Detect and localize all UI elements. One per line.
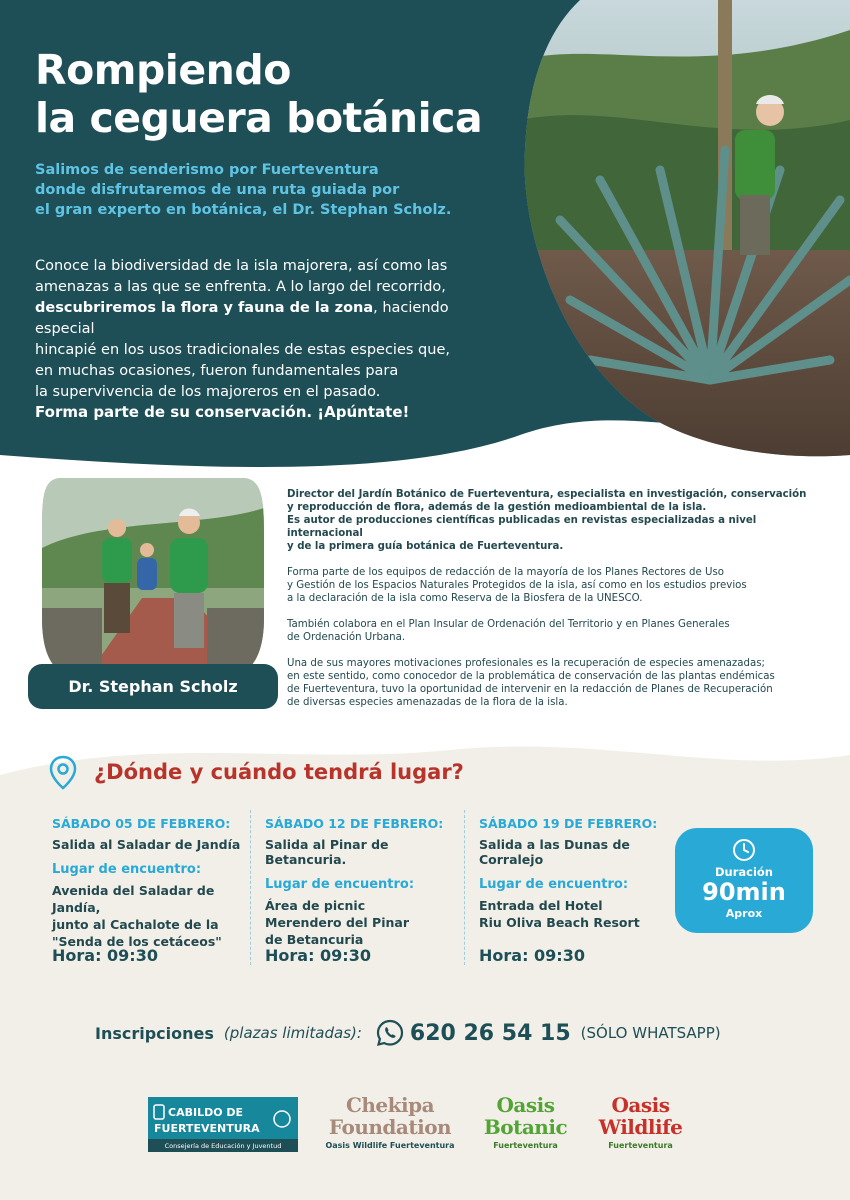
location-pin-icon — [48, 755, 78, 791]
svg-text:FUERTEVENTURA: FUERTEVENTURA — [154, 1122, 260, 1135]
meeting-point-label: Lugar de encuentro: — [265, 877, 415, 892]
event-route: Salida al Pinar de Betancuria. — [265, 837, 389, 867]
column-divider — [250, 810, 251, 965]
event-column — [52, 816, 257, 950]
registration-label: Inscripciones — [95, 1023, 214, 1043]
event-route: Salida al Saladar de Jandía — [52, 837, 241, 852]
registration-line — [95, 1018, 721, 1048]
schedule-title: ¿Dónde y cuándo tendrá lugar? — [94, 760, 464, 784]
chekipa-foundation-logo: Chekipa Foundation Oasis Wildlife Fuerteventura — [325, 1093, 455, 1150]
event-time: Hora: 09:30 — [52, 946, 158, 965]
whatsapp-only-note: (SÓLO WHATSAPP) — [580, 1024, 721, 1042]
clock-icon — [732, 838, 756, 862]
meeting-point: Entrada del Hotel Riu Oliva Beach Resort — [479, 898, 640, 930]
bio-paragraph: Forma parte de los equipos de redacción de la mayoría de los Planes Rectores de Uso y Gestión de los Espacios Naturales Protegidos de la isla, así como en los estudios previos a la declaración de la isla como Reserva de la Biosfera de la UNESCO. — [287, 567, 747, 604]
bio-paragraph: Director del Jardín Botánico de Fuerteventura, especialista en investigación, conservación y reproducción de flora, además de la gestión medioambiental de la isla. Es autor de producciones científicas publicadas en revistas especializadas a nivel internacional y de la primera guía botánica de Fuerteventura. — [287, 489, 807, 552]
guide-name-badge: Dr. Stephan Scholz — [28, 664, 278, 709]
duration-value: 90min — [702, 878, 786, 906]
oasis-botanic-logo: Oasis Botanic Fuerteventura — [483, 1093, 568, 1150]
bio-paragraph: Una de sus mayores motivaciones profesionales es la recuperación de especies amenazadas; en este sentido, como conocedor de la problemática de conservación de las plantas endémicas de Fuerteventura, tuvo la oportunidad de intervenir en la redacción de Planes de Recuperación de diversas especies amenazadas de la flora de la isla. — [287, 658, 775, 708]
event-time: Hora: 09:30 — [265, 946, 371, 965]
bio-paragraph: También colabora en el Plan Insular de Ordenación del Territorio y en Planes Generales de Ordenación Urbana. — [287, 619, 730, 643]
event-column — [479, 816, 684, 931]
meeting-point: Avenida del Saladar de Jandía, junto al Cachalote de la "Senda de los cetáceos" — [52, 883, 222, 949]
event-date: SÁBADO 05 DE FEBRERO: — [52, 816, 231, 831]
event-date: SÁBADO 19 DE FEBRERO: — [479, 816, 658, 831]
event-route: Salida a las Dunas de Corralejo — [479, 837, 630, 867]
phone-number[interactable]: 620 26 54 15 — [409, 1020, 571, 1046]
meeting-point-label: Lugar de encuentro: — [479, 877, 629, 892]
registration-note: (plazas limitadas): — [223, 1024, 362, 1042]
meeting-point-label: Lugar de encuentro: — [52, 862, 202, 877]
whatsapp-icon — [376, 1019, 404, 1047]
event-time: Hora: 09:30 — [479, 946, 585, 965]
guide-photo — [42, 478, 264, 683]
subtitle: Salimos de senderismo por Fuerteventura donde disfrutaremos de una ruta guiada por el gran experto en botánica, el Dr. Stephan Scholz. — [35, 162, 452, 218]
column-divider — [464, 810, 465, 965]
duration-label: Duración — [714, 865, 773, 879]
header-section — [0, 0, 850, 475]
page-title: Rompiendo la ceguera botánica — [35, 46, 483, 142]
event-date: SÁBADO 12 DE FEBRERO: — [265, 816, 444, 831]
oasis-wildlife-logo: Oasis Wildlife Fuerteventura — [598, 1093, 683, 1150]
intro-paragraph: Conoce la biodiversidad de la isla majorera, así como las amenazas a las que se enfrenta. A lo largo del recorrido, descubriremos la flora y fauna de la zona, haciendo especial hincapié en los usos tradicionales de estas especies que, en muchas ocasiones, fueron fundamentales para la supervivencia de los majoreros en el pasado. — [35, 258, 450, 400]
duration-badge — [675, 828, 813, 933]
svg-text:Consejería de Educación y Juve: Consejería de Educación y Juventud — [164, 1142, 282, 1150]
cabildo-logo — [148, 1097, 298, 1152]
event-column — [265, 816, 470, 948]
duration-note: Aprox — [725, 907, 763, 920]
guide-biography — [287, 488, 807, 722]
svg-text:CABILDO DE: CABILDO DE — [168, 1106, 244, 1119]
call-to-action: Forma parte de su conservación. ¡Apúntate! — [35, 403, 410, 421]
meeting-point: Área de picnic Merendero del Pinar de Betancuria — [265, 898, 409, 947]
